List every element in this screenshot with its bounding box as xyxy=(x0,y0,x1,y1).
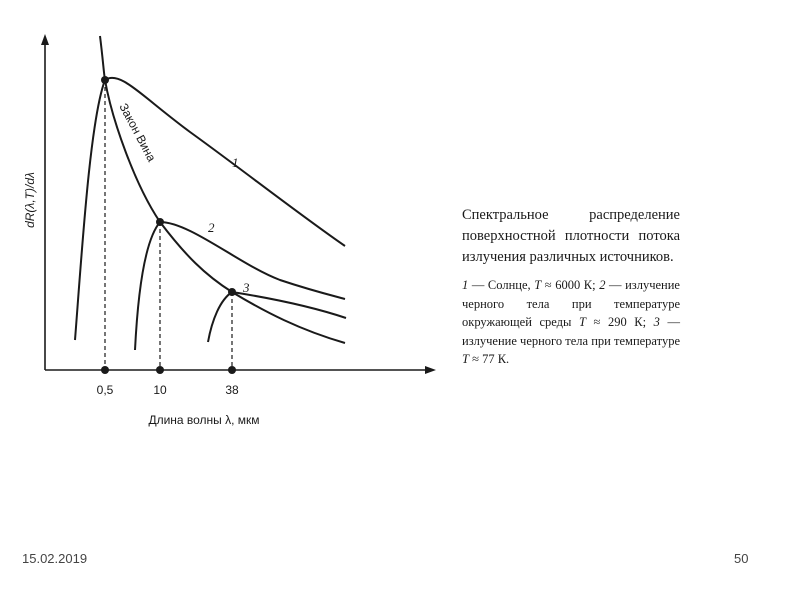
caption-legend-part: ≈ 290 К; xyxy=(585,315,654,329)
chart-marks xyxy=(75,36,346,397)
axes xyxy=(41,34,436,374)
x-tick-label: 10 xyxy=(153,383,167,397)
caption-heading: Спектральное распределение поверхностной плотности потока излучения различных источников. xyxy=(462,207,680,265)
caption-legend-part: T xyxy=(578,315,586,329)
peak-point-1 xyxy=(101,76,109,84)
footer-date: 15.02.2019 xyxy=(22,551,88,566)
curve-1 xyxy=(75,78,345,340)
caption-legend-part: — излучение черного тела при температуре окружающей среды xyxy=(462,278,680,329)
caption-legend-part: — излучение черного тела при температуре xyxy=(462,315,680,348)
caption-legend-part: T xyxy=(462,352,469,366)
caption-legend-part: ≈ 77 К. xyxy=(468,352,510,366)
caption-legend-part: — Солнце, xyxy=(468,278,535,292)
caption-legend-part: T xyxy=(534,278,542,292)
caption-legend-part: 3 xyxy=(653,315,660,329)
x-axis-label: Длина волны λ, мкм xyxy=(148,413,260,427)
x-axis-arrow xyxy=(425,366,436,374)
caption-legend-part: 2 xyxy=(599,278,606,292)
caption-legend xyxy=(462,276,680,369)
peak-point-3 xyxy=(228,288,236,296)
curve-label-2: 2 xyxy=(208,220,215,235)
curve-2 xyxy=(135,222,345,350)
x-tick-label: 0,5 xyxy=(96,383,114,397)
x-tick-label: 38 xyxy=(225,383,239,397)
x-tick-marker xyxy=(156,366,164,374)
y-axis-label: dR(λ,T)/dλ xyxy=(23,172,37,228)
page-number: 50 xyxy=(734,551,749,566)
x-tick-marker xyxy=(228,366,236,374)
wien-law-label: Закон Вина xyxy=(116,100,159,164)
x-tick-marker xyxy=(101,366,109,374)
wien-law-curve xyxy=(100,36,345,343)
figure-caption xyxy=(462,205,680,369)
y-axis-arrow xyxy=(41,34,49,45)
peak-point-2 xyxy=(156,218,164,226)
curve-label-1: 1 xyxy=(232,155,239,170)
caption-legend-part: 1 xyxy=(462,278,469,292)
spectral-chart xyxy=(0,0,450,440)
caption-legend-part: ≈ 6000 К; xyxy=(541,278,600,292)
curve-label-3: 3 xyxy=(243,280,250,295)
